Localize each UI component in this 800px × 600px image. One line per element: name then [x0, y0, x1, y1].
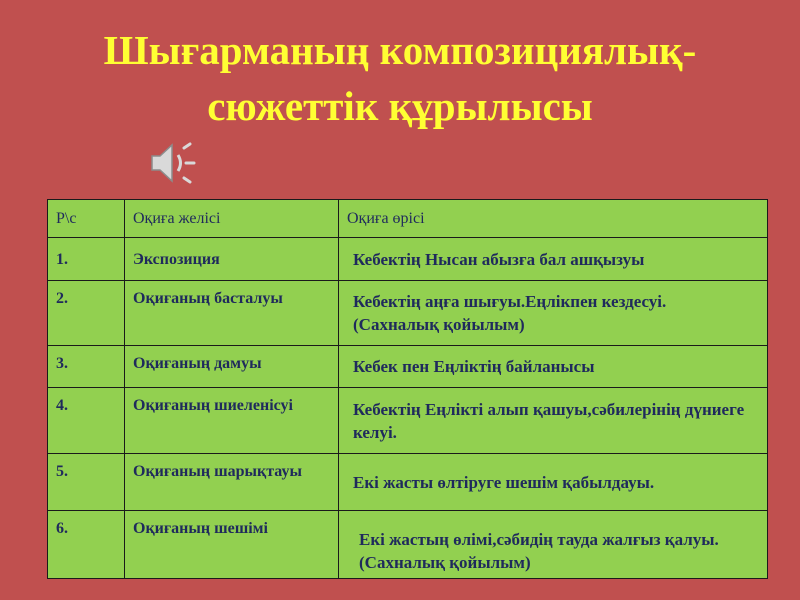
- row-number: 1.: [48, 238, 125, 281]
- row-description: Кебектің Нысан абызға бал ашқызуы: [339, 238, 768, 281]
- title-line-2: сюжеттік құрылысы: [207, 83, 593, 129]
- header-number: Р\с: [48, 200, 125, 238]
- row-description: Екі жастың өлімі,сәбидің тауда жалғыз қалуы. (Сахналық қойылым): [339, 511, 768, 579]
- title-line-1: Шығарманың композициялық-: [103, 27, 697, 73]
- row-number: 5.: [48, 454, 125, 511]
- header-event-field: Оқиға өрісі: [339, 200, 768, 238]
- row-stage: Оқиғаның дамуы: [125, 346, 339, 388]
- slide-title: [0, 22, 800, 134]
- row-stage: Оқиғаның шарықтауы: [125, 454, 339, 511]
- row-number: 2.: [48, 281, 125, 346]
- plot-structure-table: [47, 199, 768, 579]
- table-row: [48, 281, 768, 346]
- row-description: Кебектің Еңлікті алып қашуы,сәбилерінің дүниеге келуі.: [339, 388, 768, 454]
- row-description: Кебек пен Еңліктің байланысы: [339, 346, 768, 388]
- table-row: [48, 238, 768, 281]
- row-stage: Экспозиция: [125, 238, 339, 281]
- row-number: 4.: [48, 388, 125, 454]
- row-number: 3.: [48, 346, 125, 388]
- table-row: [48, 346, 768, 388]
- speaker-icon[interactable]: [148, 140, 202, 186]
- row-stage: Оқиғаның шешімі: [125, 511, 339, 579]
- table-row: [48, 454, 768, 511]
- table-header-row: [48, 200, 768, 238]
- row-stage: Оқиғаның шиеленісуі: [125, 388, 339, 454]
- row-description: Екі жасты өлтіруге шешім қабылдауы.: [339, 454, 768, 511]
- row-stage: Оқиғаның басталуы: [125, 281, 339, 346]
- table-row: [48, 511, 768, 579]
- row-number: 6.: [48, 511, 125, 579]
- row-description: Кебектің аңға шығуы.Еңлікпен кездесуі. (Сахналық қойылым): [339, 281, 768, 346]
- table-row: [48, 388, 768, 454]
- header-event-line: Оқиға желісі: [125, 200, 339, 238]
